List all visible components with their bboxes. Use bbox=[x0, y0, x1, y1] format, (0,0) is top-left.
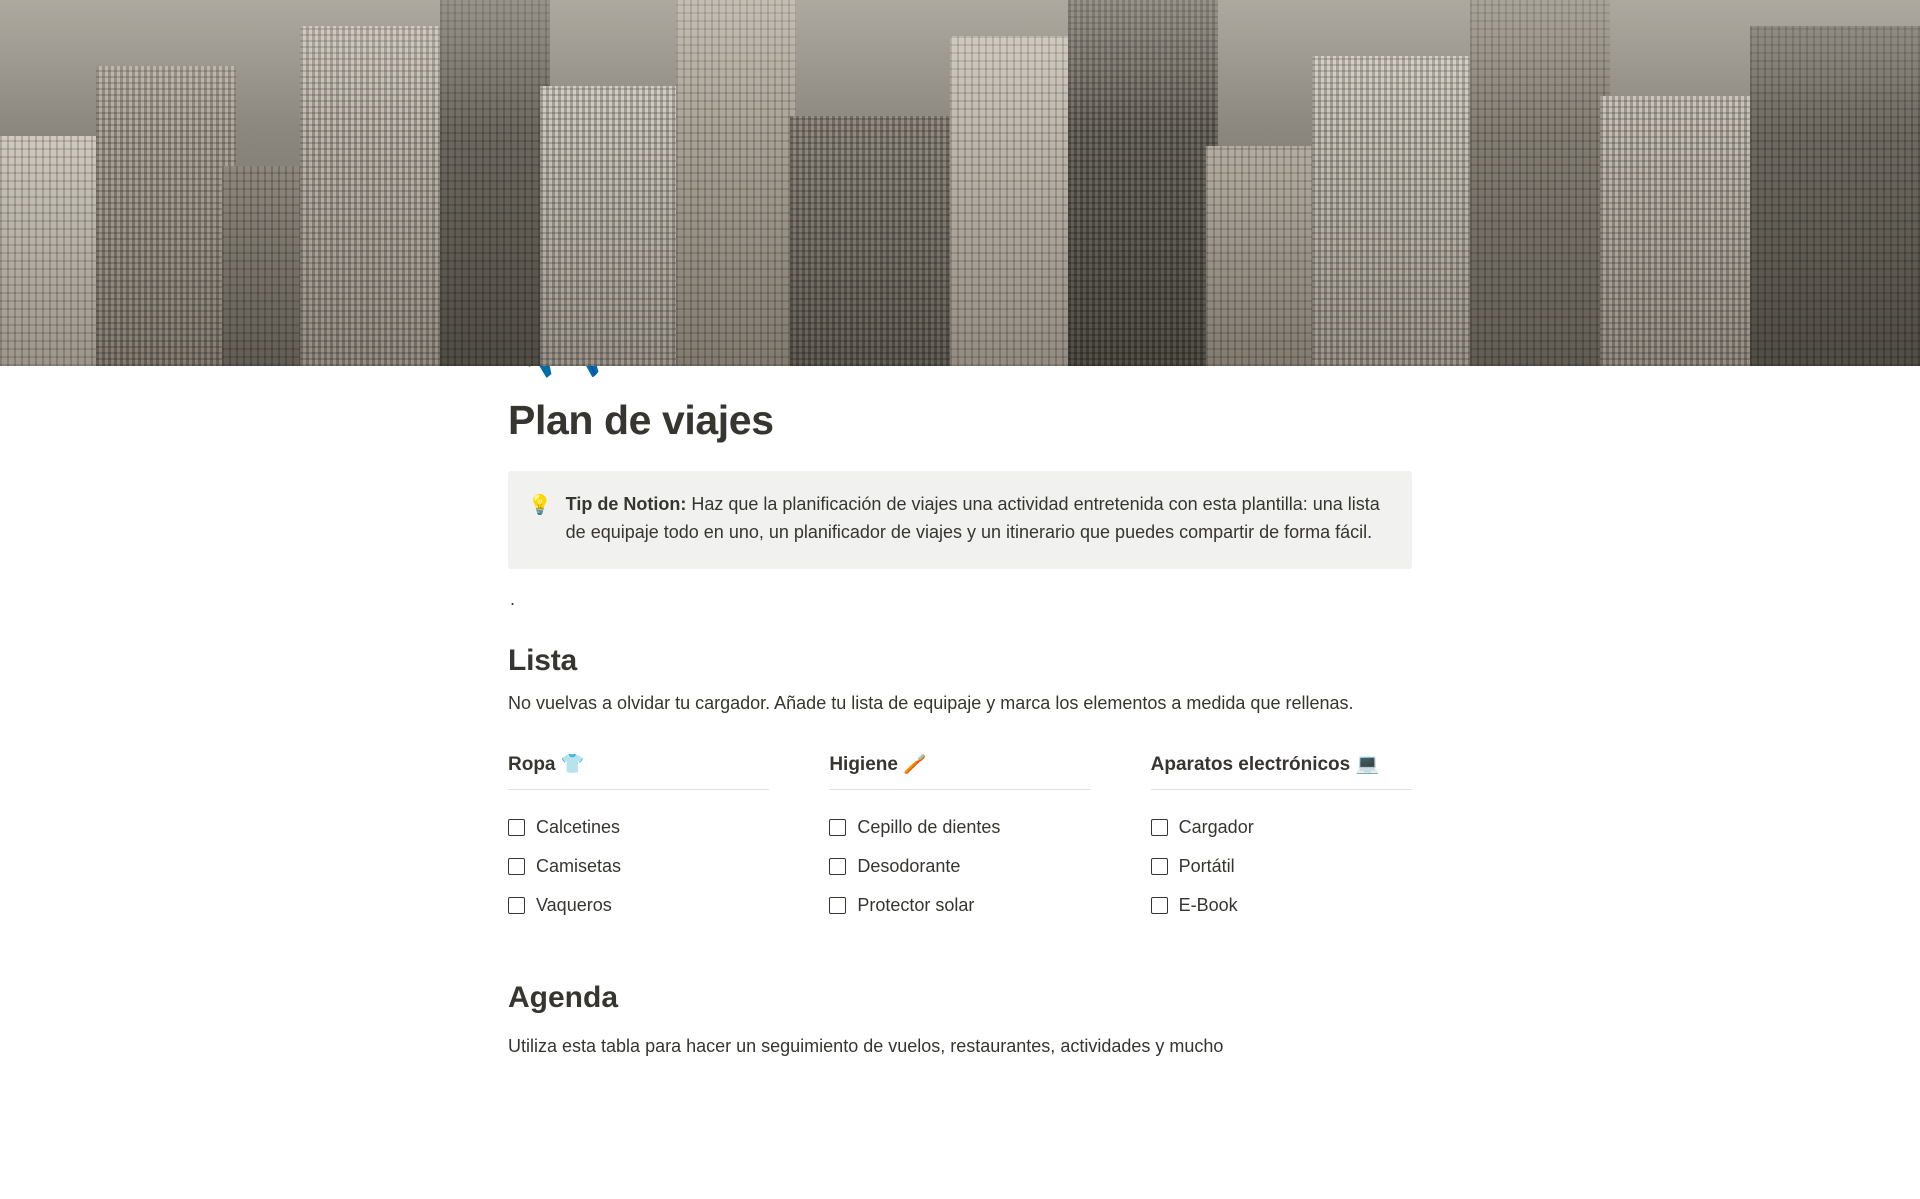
checkbox[interactable] bbox=[1151, 858, 1168, 875]
column-title: Higiene bbox=[829, 753, 898, 775]
list-item[interactable] bbox=[1151, 886, 1412, 925]
cover-building bbox=[96, 66, 236, 366]
list-item[interactable] bbox=[508, 886, 769, 925]
column-header-higiene bbox=[829, 752, 1090, 790]
checkbox[interactable] bbox=[508, 819, 525, 836]
cover-building-windows bbox=[96, 66, 236, 366]
page-body bbox=[0, 296, 1920, 1061]
checkbox[interactable] bbox=[508, 897, 525, 914]
cover-building-windows bbox=[790, 116, 970, 366]
list-item-label: Vaqueros bbox=[536, 894, 612, 915]
list-item[interactable] bbox=[829, 808, 1090, 847]
page-content bbox=[508, 296, 1412, 1061]
spacer-paragraph[interactable]: . bbox=[510, 588, 516, 609]
list-item[interactable] bbox=[829, 886, 1090, 925]
list-item[interactable] bbox=[1151, 808, 1412, 847]
checklist-columns bbox=[508, 752, 1412, 925]
cover-building-windows bbox=[222, 166, 312, 366]
cover-building-windows bbox=[300, 26, 460, 366]
tshirt-icon: 👕 bbox=[560, 753, 585, 775]
cover-building bbox=[1470, 0, 1610, 366]
list-item-label: E-Book bbox=[1178, 894, 1238, 915]
checkbox[interactable] bbox=[829, 858, 846, 875]
column-title: Aparatos electrónicos bbox=[1150, 753, 1351, 775]
list-item-label: Camisetas bbox=[536, 855, 622, 876]
cover-building-windows bbox=[950, 36, 1080, 366]
checkbox[interactable] bbox=[508, 858, 525, 875]
callout-label: Tip de Notion: bbox=[565, 494, 687, 515]
list-item[interactable] bbox=[1151, 847, 1412, 886]
list-item[interactable] bbox=[829, 847, 1090, 886]
column-title: Ropa bbox=[508, 753, 556, 775]
column-header-electronicos bbox=[1151, 752, 1412, 790]
callout-text bbox=[566, 491, 1390, 547]
cover-building-windows bbox=[676, 0, 796, 366]
checkbox[interactable] bbox=[829, 819, 846, 836]
list-item[interactable] bbox=[508, 808, 769, 847]
checkbox[interactable] bbox=[1151, 897, 1168, 914]
cover-building-windows bbox=[1312, 56, 1482, 366]
cover-building bbox=[222, 166, 312, 366]
page-title: Plan de viajes bbox=[508, 397, 774, 443]
cover-building bbox=[540, 86, 690, 366]
list-item-label: Calcetines bbox=[536, 816, 621, 837]
cover-building bbox=[676, 0, 796, 366]
toothbrush-icon: 🪥 bbox=[903, 753, 927, 775]
list-item-label: Protector solar bbox=[857, 894, 975, 915]
checklist-column-higiene bbox=[829, 752, 1090, 925]
checklist-column-ropa bbox=[508, 752, 769, 925]
cover-building bbox=[300, 26, 460, 366]
list-item[interactable] bbox=[508, 847, 769, 886]
section-heading-agenda: Agenda bbox=[508, 980, 619, 1014]
section-heading-lista: Lista bbox=[508, 643, 578, 677]
cover-building-windows bbox=[1206, 146, 1326, 366]
cover-building bbox=[1068, 0, 1218, 366]
list-item-label: Cepillo de dientes bbox=[857, 816, 1001, 837]
checklist-column-electronicos bbox=[1151, 752, 1412, 925]
cover-building-windows bbox=[1750, 26, 1920, 366]
cover-building bbox=[950, 36, 1080, 366]
page-cover-image[interactable] bbox=[0, 0, 1920, 366]
agenda-description: Utiliza esta tabla para hacer un seguimiento de vuelos, restaurantes, actividades y mucho bbox=[508, 1035, 1224, 1056]
cover-building-windows bbox=[440, 0, 550, 366]
checkbox[interactable] bbox=[829, 897, 846, 914]
lightbulb-icon: 💡 bbox=[528, 495, 552, 517]
checkbox[interactable] bbox=[1151, 819, 1168, 836]
cover-building bbox=[1312, 56, 1482, 366]
list-item-label: Desodorante bbox=[857, 855, 961, 876]
list-item-label: Cargador bbox=[1178, 816, 1254, 837]
cover-building bbox=[1750, 26, 1920, 366]
cover-building-windows bbox=[1068, 0, 1218, 366]
notion-tip-callout bbox=[508, 471, 1412, 569]
laptop-icon: 💻 bbox=[1355, 753, 1380, 775]
cover-building bbox=[1600, 96, 1760, 366]
list-item-label: Portátil bbox=[1178, 855, 1235, 876]
column-header-ropa bbox=[508, 752, 769, 790]
cover-building-windows bbox=[1470, 0, 1610, 366]
cover-building bbox=[790, 116, 970, 366]
lista-description: No vuelvas a olvidar tu cargador. Añade tu lista de equipaje y marca los elementos a medida que rellenas. bbox=[508, 692, 1354, 713]
cover-building bbox=[1206, 146, 1326, 366]
cover-building-windows bbox=[1600, 96, 1760, 366]
cover-building-windows bbox=[540, 86, 690, 366]
cover-building bbox=[440, 0, 550, 366]
callout-body: Haz que la planificación de viajes una actividad entretenida con esta plantilla: una lista de equipaje todo en uno, un planificador de viajes y un itinerario que puedes compartir de forma fácil. bbox=[565, 494, 1380, 543]
